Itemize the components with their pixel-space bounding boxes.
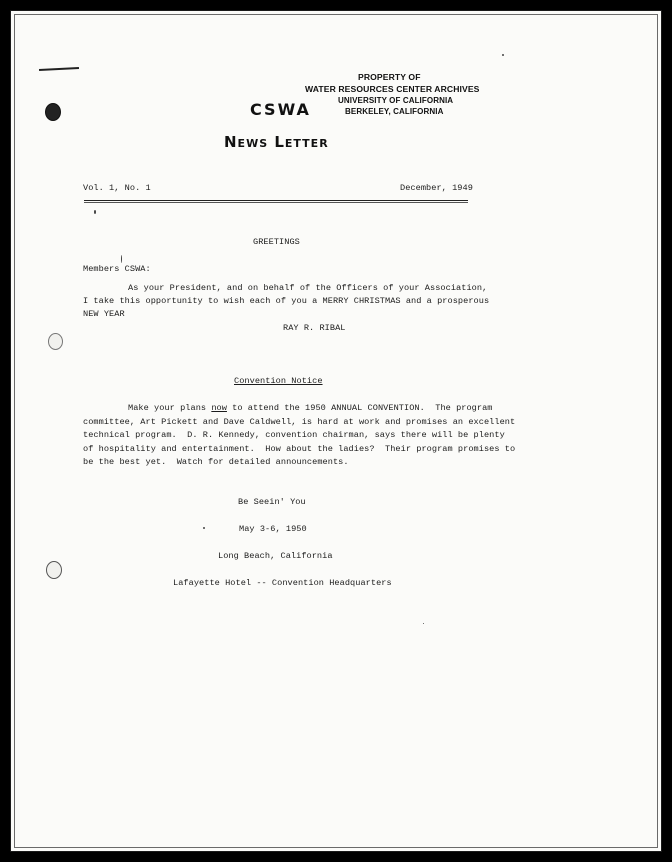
closing-be-seein-you: Be Seein' You bbox=[238, 497, 306, 507]
convention-line-1-start: Make your plans bbox=[128, 403, 212, 413]
header-rule bbox=[84, 200, 468, 201]
org-title: CSWA bbox=[250, 100, 311, 119]
binder-hole-middle bbox=[48, 333, 63, 350]
scan-speck bbox=[94, 210, 96, 214]
convention-now: now bbox=[211, 403, 227, 413]
closing-dates: May 3-6, 1950 bbox=[239, 524, 307, 534]
issue-volume: Vol. 1, No. 1 bbox=[83, 183, 151, 193]
greetings-signature: RAY R. RIBAL bbox=[283, 323, 346, 333]
stamp-university: UNIVERSITY OF CALIFORNIA bbox=[338, 96, 454, 105]
stamp-archive-name: WATER RESOURCES CENTER ARCHIVES bbox=[305, 84, 480, 94]
convention-line-5: be the best yet. Watch for detailed announcements. bbox=[83, 457, 349, 467]
closing-headquarters: Lafayette Hotel -- Convention Headquarters bbox=[173, 578, 392, 588]
greetings-line-3: NEW YEAR bbox=[83, 309, 125, 319]
header-rule-thin bbox=[84, 202, 468, 203]
closing-location: Long Beach, California bbox=[218, 551, 333, 561]
convention-line-1-end: to attend the 1950 ANNUAL CONVENTION. The program bbox=[226, 403, 493, 413]
greetings-heading: GREETINGS bbox=[253, 237, 300, 247]
scan-speck bbox=[502, 54, 504, 56]
greetings-line-1: As your President, and on behalf of the Officers of your Association, bbox=[128, 283, 488, 293]
greetings-line-2: I take this opportunity to wish each of you a MERRY CHRISTMAS and a prosperous bbox=[83, 296, 490, 306]
convention-heading: Convention Notice bbox=[234, 376, 323, 386]
convention-line-1 bbox=[128, 403, 493, 413]
newsletter-title bbox=[224, 133, 329, 151]
scanned-page bbox=[10, 10, 662, 852]
newsletter-title-text: News Letter bbox=[224, 133, 329, 151]
convention-line-2: committee, Art Pickett and Dave Caldwell, is hard at work and promises an excellent bbox=[83, 417, 516, 427]
staple-mark bbox=[39, 67, 79, 71]
binder-hole-bottom bbox=[46, 561, 62, 579]
convention-line-4: of hospitality and entertainment. How about the ladies? Their program promises to bbox=[83, 444, 516, 454]
scan-speck bbox=[203, 527, 205, 529]
scan-speck bbox=[423, 623, 424, 624]
binder-hole-top bbox=[45, 103, 61, 121]
stamp-property-of: PROPERTY OF bbox=[358, 72, 421, 82]
issue-date: December, 1949 bbox=[400, 183, 473, 193]
scan-speck bbox=[121, 255, 122, 263]
stamp-city: BERKELEY, CALIFORNIA bbox=[345, 107, 444, 116]
convention-line-3: technical program. D. R. Kennedy, convention chairman, says there will be plenty bbox=[83, 430, 505, 440]
greetings-salutation: Members CSWA: bbox=[83, 264, 151, 274]
